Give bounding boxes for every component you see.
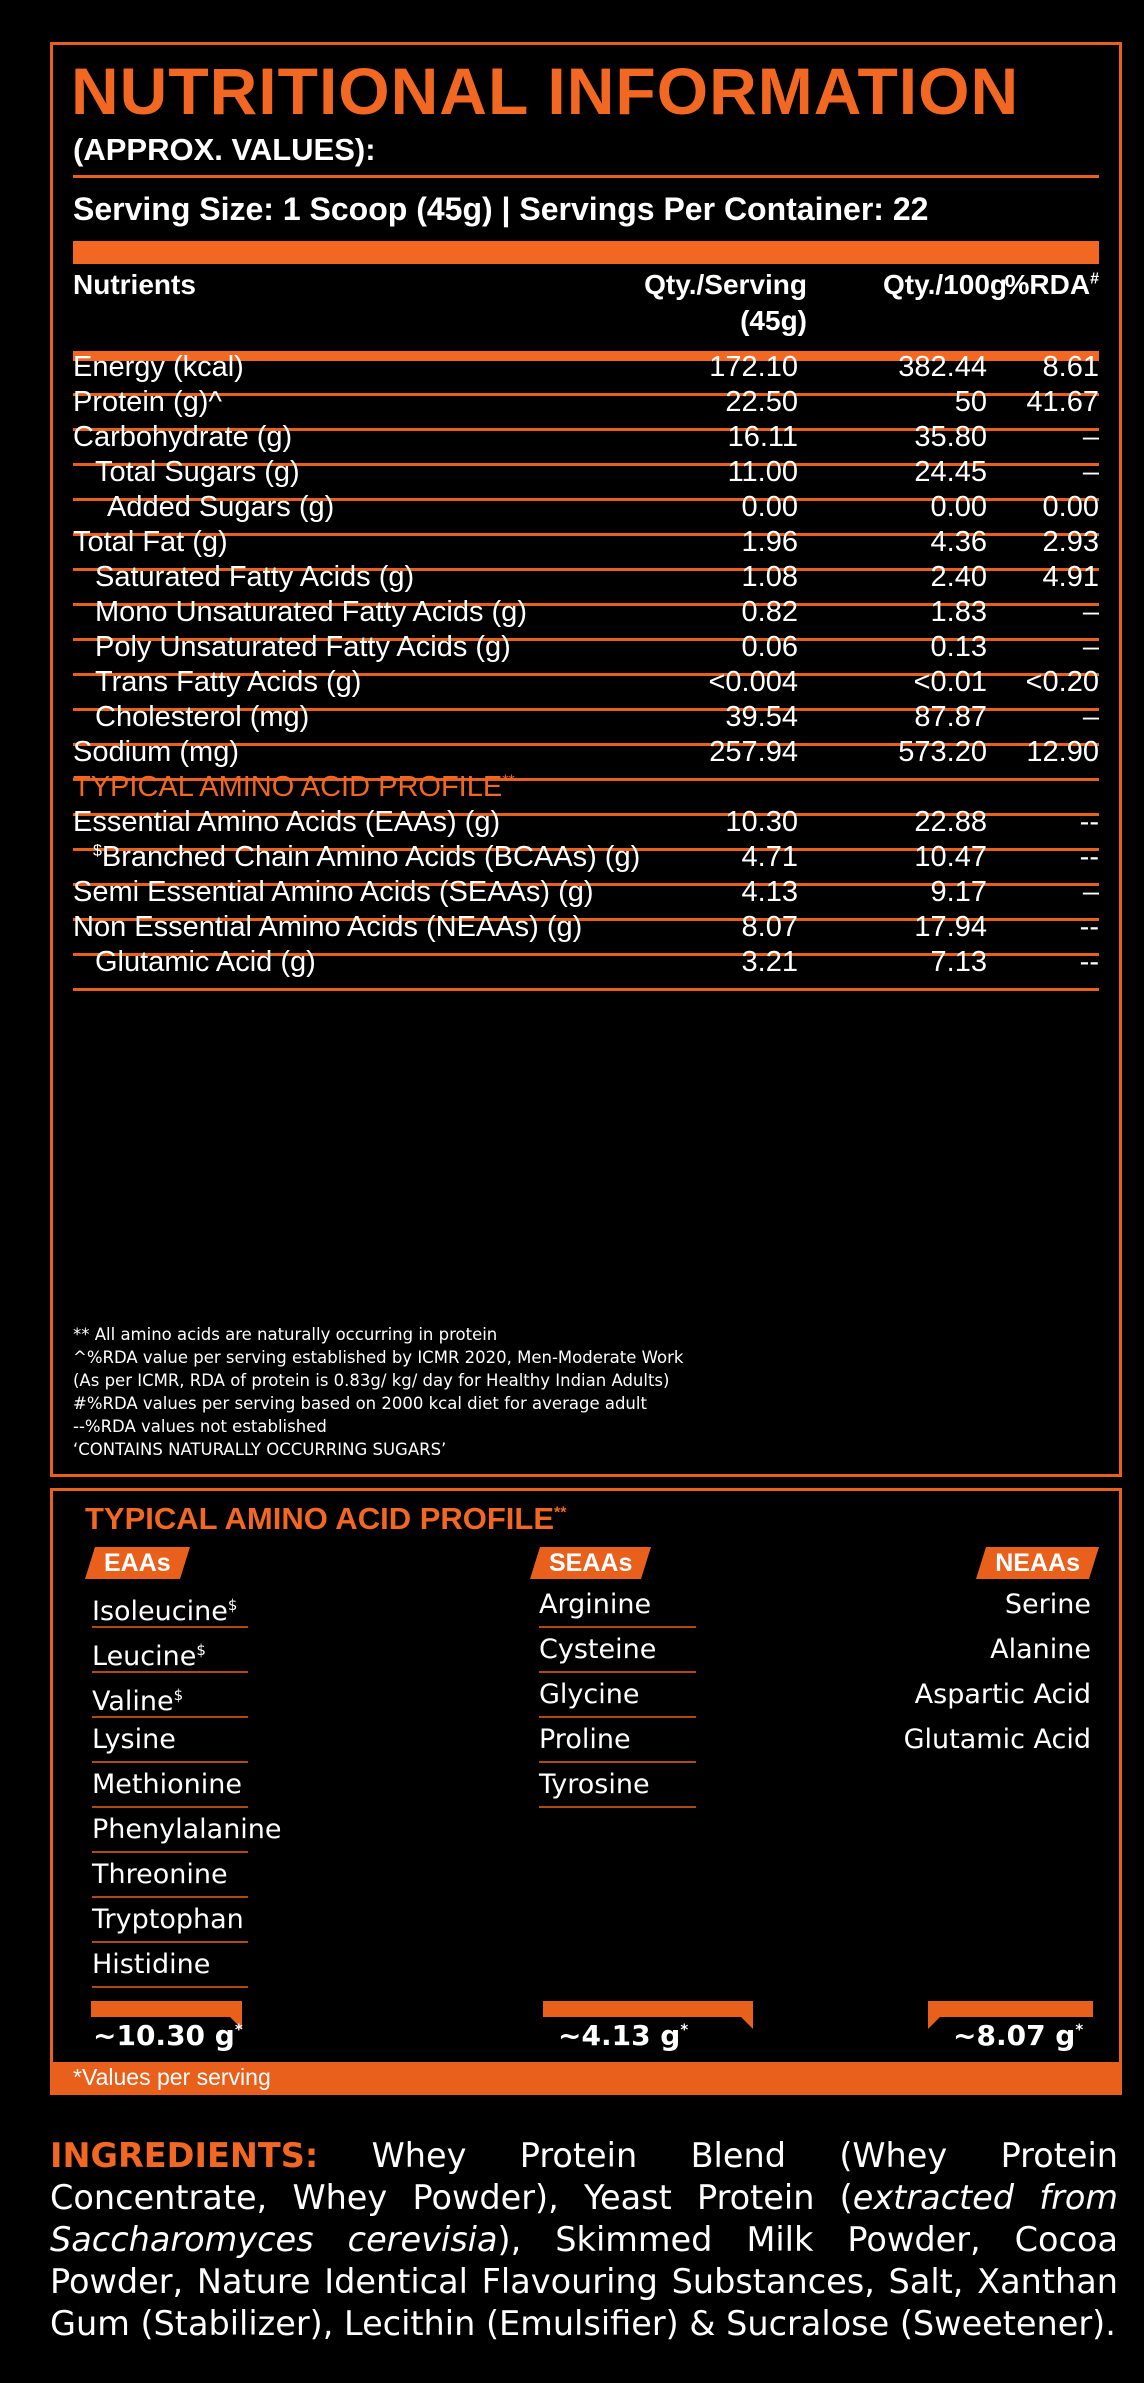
qty-per-100g: 24.45	[914, 456, 987, 488]
qty-per-serving: <0.004	[708, 666, 798, 698]
qty-per-100g: 17.94	[914, 911, 987, 943]
amino-acid-name: Lysine	[92, 1724, 176, 1755]
nutrient-name	[73, 456, 300, 489]
qty-per-serving: 39.54	[725, 701, 798, 733]
nutrient-name	[73, 806, 500, 839]
header-per-serving-line1: Qty./Serving	[644, 269, 807, 300]
qty-per-serving: 0.82	[741, 596, 798, 628]
amino-acid-mark: $	[196, 1641, 206, 1659]
qty-per-serving: 22.50	[725, 386, 798, 418]
rda-value: –	[1082, 421, 1099, 453]
qty-per-serving: 0.06	[741, 631, 798, 663]
rda-value: --	[1079, 946, 1099, 978]
header-per-serving	[644, 267, 807, 340]
header-rda	[1005, 267, 1099, 303]
qty-per-100g: 573.20	[898, 736, 987, 768]
footnote: --%RDA values not established	[73, 1417, 327, 1436]
rda-value: --	[1079, 806, 1099, 838]
nutrient-name-text: Total Fat (g)	[73, 526, 228, 558]
qty-per-serving: 257.94	[709, 736, 798, 768]
neaas-total-bar	[928, 2001, 1093, 2017]
nutrient-name	[73, 701, 309, 734]
header-rda-mark: #	[1090, 270, 1099, 288]
seaas-list	[539, 1583, 696, 1808]
qty-per-serving: 0.00	[741, 491, 798, 523]
rda-value: 0.00	[1042, 491, 1099, 523]
amino-acid-name: Alanine	[990, 1634, 1091, 1665]
header-per-100g: Qty./100g	[883, 269, 1007, 300]
qty-per-100g: 4.36	[930, 526, 987, 558]
eaas-list	[92, 1583, 282, 1988]
nutrient-name	[73, 596, 527, 629]
seaas-total-value: ~4.13 g	[558, 2019, 681, 2052]
header-per-serving-line2: (45g)	[740, 305, 807, 337]
ingredients	[50, 2135, 1118, 2345]
qty-per-100g: 35.80	[914, 421, 987, 453]
rda-value: –	[1082, 456, 1099, 488]
amino-profile-title-text: TYPICAL AMINO ACID PROFILE	[85, 1501, 555, 1536]
nutrient-name	[73, 841, 640, 874]
amino-acid-mark: $	[227, 1596, 238, 1614]
rda-value: --	[1079, 841, 1099, 873]
amino-acid-item	[92, 1628, 248, 1673]
amino-profile-panel	[50, 1488, 1122, 2095]
qty-per-100g: 0.00	[930, 491, 987, 523]
nutrient-name-text: Mono Unsaturated Fatty Acids (g)	[95, 596, 527, 628]
qty-per-serving: 1.96	[741, 526, 798, 558]
amino-profile-title-mark: **	[554, 1504, 567, 1522]
qty-per-100g: 0.13	[930, 631, 987, 663]
nutrient-name-text: Carbohydrate (g)	[73, 421, 293, 453]
qty-per-serving: 11.00	[727, 456, 798, 488]
per-serving-note: *Values per serving	[53, 2062, 1119, 2092]
footnote: ^%RDA value per serving established by ICMR 2020, Men-Moderate Work	[73, 1348, 684, 1367]
nutrient-name-text: Total Sugars (g)	[95, 456, 300, 488]
amino-acid-name: Serine	[1004, 1589, 1091, 1620]
amino-acid-item	[92, 1673, 248, 1718]
rda-value: –	[1082, 876, 1099, 908]
amino-acid-item	[92, 1583, 248, 1628]
qty-per-100g: 382.44	[898, 351, 987, 383]
nutrient-name-text: Essential Amino Acids (EAAs) (g)	[73, 806, 501, 838]
qty-per-serving: 10.30	[725, 806, 798, 838]
footnote: #%RDA values per serving based on 2000 kcal diet for average adult	[73, 1394, 647, 1413]
qty-per-serving: 172.10	[709, 351, 798, 383]
eaas-total-bar	[91, 2001, 242, 2017]
nutrient-name	[73, 666, 361, 699]
rda-value: 4.91	[1042, 561, 1099, 593]
neaas-tag: NEAAs	[986, 1547, 1089, 1579]
nutrient-name	[73, 876, 594, 909]
amino-acid-name: Glutamic Acid	[903, 1724, 1091, 1755]
qty-per-serving: 4.71	[741, 841, 798, 873]
ingredients-text-italic: extracted from Saccharomyces cerevisia	[50, 2178, 1118, 2259]
header-bar	[73, 241, 1099, 264]
nutrition-panel	[50, 42, 1122, 1477]
amino-acid-item	[539, 1718, 696, 1763]
nutrient-name-text: Protein (g)^	[73, 386, 222, 418]
nutrient-name	[73, 946, 316, 979]
amino-acid-item	[871, 1673, 1091, 1718]
ingredients-text: Whey Protein Blend (Whey Protein Concentrate, Whey Powder), Yeast Protein (	[50, 2136, 1118, 2217]
table-row	[73, 351, 1099, 396]
seaas-total-mark: *	[680, 2020, 689, 2039]
qty-per-100g: 22.88	[914, 806, 987, 838]
nutrient-name	[73, 561, 414, 594]
amino-acid-name: Valine	[92, 1686, 174, 1717]
amino-acid-name: Proline	[539, 1724, 631, 1755]
amino-acid-item	[539, 1673, 696, 1718]
nutrient-name	[73, 491, 334, 524]
qty-per-serving: 3.21	[741, 946, 798, 978]
ingredients-label: INGREDIENTS:	[50, 2136, 319, 2175]
amino-acid-name: Isoleucine	[92, 1596, 228, 1627]
nutrient-name-text: Semi Essential Amino Acids (SEAAs) (g)	[73, 876, 594, 908]
amino-acid-name: Threonine	[92, 1859, 228, 1890]
eaas-total-value: ~10.30 g	[93, 2019, 235, 2052]
amino-acid-name: Arginine	[539, 1589, 652, 1620]
rda-value: 41.67	[1026, 386, 1099, 418]
amino-acid-name: Glycine	[539, 1679, 640, 1710]
footnote: ‘CONTAINS NATURALLY OCCURRING SUGARS’	[73, 1440, 447, 1459]
amino-acid-item	[92, 1898, 248, 1943]
rda-value: 8.61	[1042, 351, 1099, 383]
footnote: ** All amino acids are naturally occurring in protein	[73, 1325, 498, 1344]
amino-section-text: TYPICAL AMINO ACID PROFILE	[73, 771, 503, 803]
nutrient-name-text: Added Sugars (g)	[107, 491, 335, 523]
amino-acid-item	[92, 1853, 248, 1898]
amino-acid-item	[92, 1808, 282, 1853]
header-nutrients: Nutrients	[73, 269, 196, 300]
seaas-tag: SEAAs	[540, 1547, 641, 1579]
nutrient-name-text: Branched Chain Amino Acids (BCAAs) (g)	[101, 841, 641, 873]
amino-acid-item	[871, 1718, 1091, 1763]
nutrient-name-text: Trans Fatty Acids (g)	[95, 666, 362, 698]
amino-acid-name: Tyrosine	[539, 1769, 650, 1800]
nutrient-name-text: Non Essential Amino Acids (NEAAs) (g)	[73, 911, 583, 943]
amino-acid-name: Phenylalanine	[92, 1814, 282, 1845]
seaas-total-bar	[543, 2001, 753, 2017]
amino-acid-item	[92, 1763, 248, 1808]
rda-value: 2.93	[1042, 526, 1099, 558]
amino-acid-name: Methionine	[92, 1769, 242, 1800]
eaas-total	[93, 2019, 243, 2052]
nutrient-name-text: Cholesterol (mg)	[95, 701, 310, 733]
eaas-total-mark: *	[234, 2020, 243, 2039]
amino-acid-item	[871, 1628, 1091, 1673]
qty-per-100g: 10.47	[914, 841, 987, 873]
qty-per-serving: 16.11	[727, 421, 798, 453]
qty-per-100g: 2.40	[930, 561, 987, 593]
amino-section-label	[73, 771, 515, 804]
rda-value: –	[1082, 701, 1099, 733]
nutrient-name-text: Energy (kcal)	[73, 351, 244, 383]
nutrient-name	[73, 736, 239, 769]
nutrient-name	[73, 526, 228, 559]
amino-acid-item	[92, 1943, 248, 1988]
amino-acid-name: Tryptophan	[92, 1904, 244, 1935]
amino-acid-name: Aspartic Acid	[914, 1679, 1091, 1710]
rda-value: <0.20	[1025, 666, 1099, 698]
table-row	[73, 946, 1099, 991]
qty-per-serving: 1.08	[741, 561, 798, 593]
nutrient-name	[73, 911, 582, 944]
amino-acid-item	[92, 1718, 248, 1763]
qty-per-100g: 87.87	[914, 701, 987, 733]
nutrition-title: NUTRITIONAL INFORMATION	[71, 54, 1020, 128]
amino-acid-mark: $	[173, 1686, 184, 1704]
qty-per-100g: 1.83	[930, 596, 987, 628]
nutrient-name	[73, 351, 244, 384]
seaas-total	[558, 2019, 688, 2052]
neaas-total-value: ~8.07 g	[953, 2019, 1076, 2052]
nutrient-name	[73, 631, 511, 664]
nutrient-name	[73, 421, 292, 454]
footnote: (As per ICMR, RDA of protein is 0.83g/ kg/ day for Healthy Indian Adults)	[73, 1371, 670, 1390]
neaas-total-mark: *	[1075, 2020, 1084, 2039]
rda-value: –	[1082, 631, 1099, 663]
amino-profile-title	[85, 1501, 566, 1537]
nutrient-name-text: Sodium (mg)	[73, 736, 239, 768]
amino-section-mark: **	[502, 772, 515, 790]
rda-value: 12.90	[1026, 736, 1099, 768]
nutrient-name-text: Glutamic Acid (g)	[95, 946, 316, 978]
amino-acid-item	[539, 1583, 696, 1628]
qty-per-100g: 7.13	[930, 946, 987, 978]
rda-value: –	[1082, 596, 1099, 628]
amino-acid-item	[539, 1628, 696, 1673]
footnotes	[73, 1323, 683, 1461]
qty-per-100g: 9.17	[930, 876, 987, 908]
qty-per-serving: 4.13	[741, 876, 798, 908]
amino-acid-name: Leucine	[92, 1641, 197, 1672]
nutrient-name-text: Saturated Fatty Acids (g)	[95, 561, 415, 593]
qty-per-100g: <0.01	[913, 666, 987, 698]
nutrient-name	[73, 386, 222, 419]
serving-info: Serving Size: 1 Scoop (45g) | Servings Per Container: 22	[73, 191, 929, 227]
qty-per-100g: 50	[954, 386, 987, 418]
neaas-list	[871, 1583, 1091, 1763]
nutrition-subtitle: (APPROX. VALUES):	[73, 132, 376, 167]
neaas-total	[953, 2019, 1083, 2052]
eaas-tag: EAAs	[95, 1547, 180, 1579]
nutrient-name-mark: $	[93, 842, 102, 860]
nutrient-name-text: Poly Unsaturated Fatty Acids (g)	[95, 631, 511, 663]
rda-value: --	[1079, 911, 1099, 943]
header-rda-label: %RDA	[1004, 269, 1091, 300]
amino-acid-name: Histidine	[92, 1949, 211, 1980]
amino-acid-name: Cysteine	[539, 1634, 657, 1665]
divider	[73, 175, 1099, 178]
amino-acid-item	[539, 1763, 696, 1808]
amino-acid-item	[871, 1583, 1091, 1628]
qty-per-serving: 8.07	[741, 911, 798, 943]
ingredients-text: ), Skimmed Milk Powder, Cocoa Powder, Nature Identical Flavouring Substances, Salt, Xanthan Gum (Stabilizer), Lecithin (Emulsifier) & Sucralose (Sweetener).	[50, 2220, 1118, 2343]
